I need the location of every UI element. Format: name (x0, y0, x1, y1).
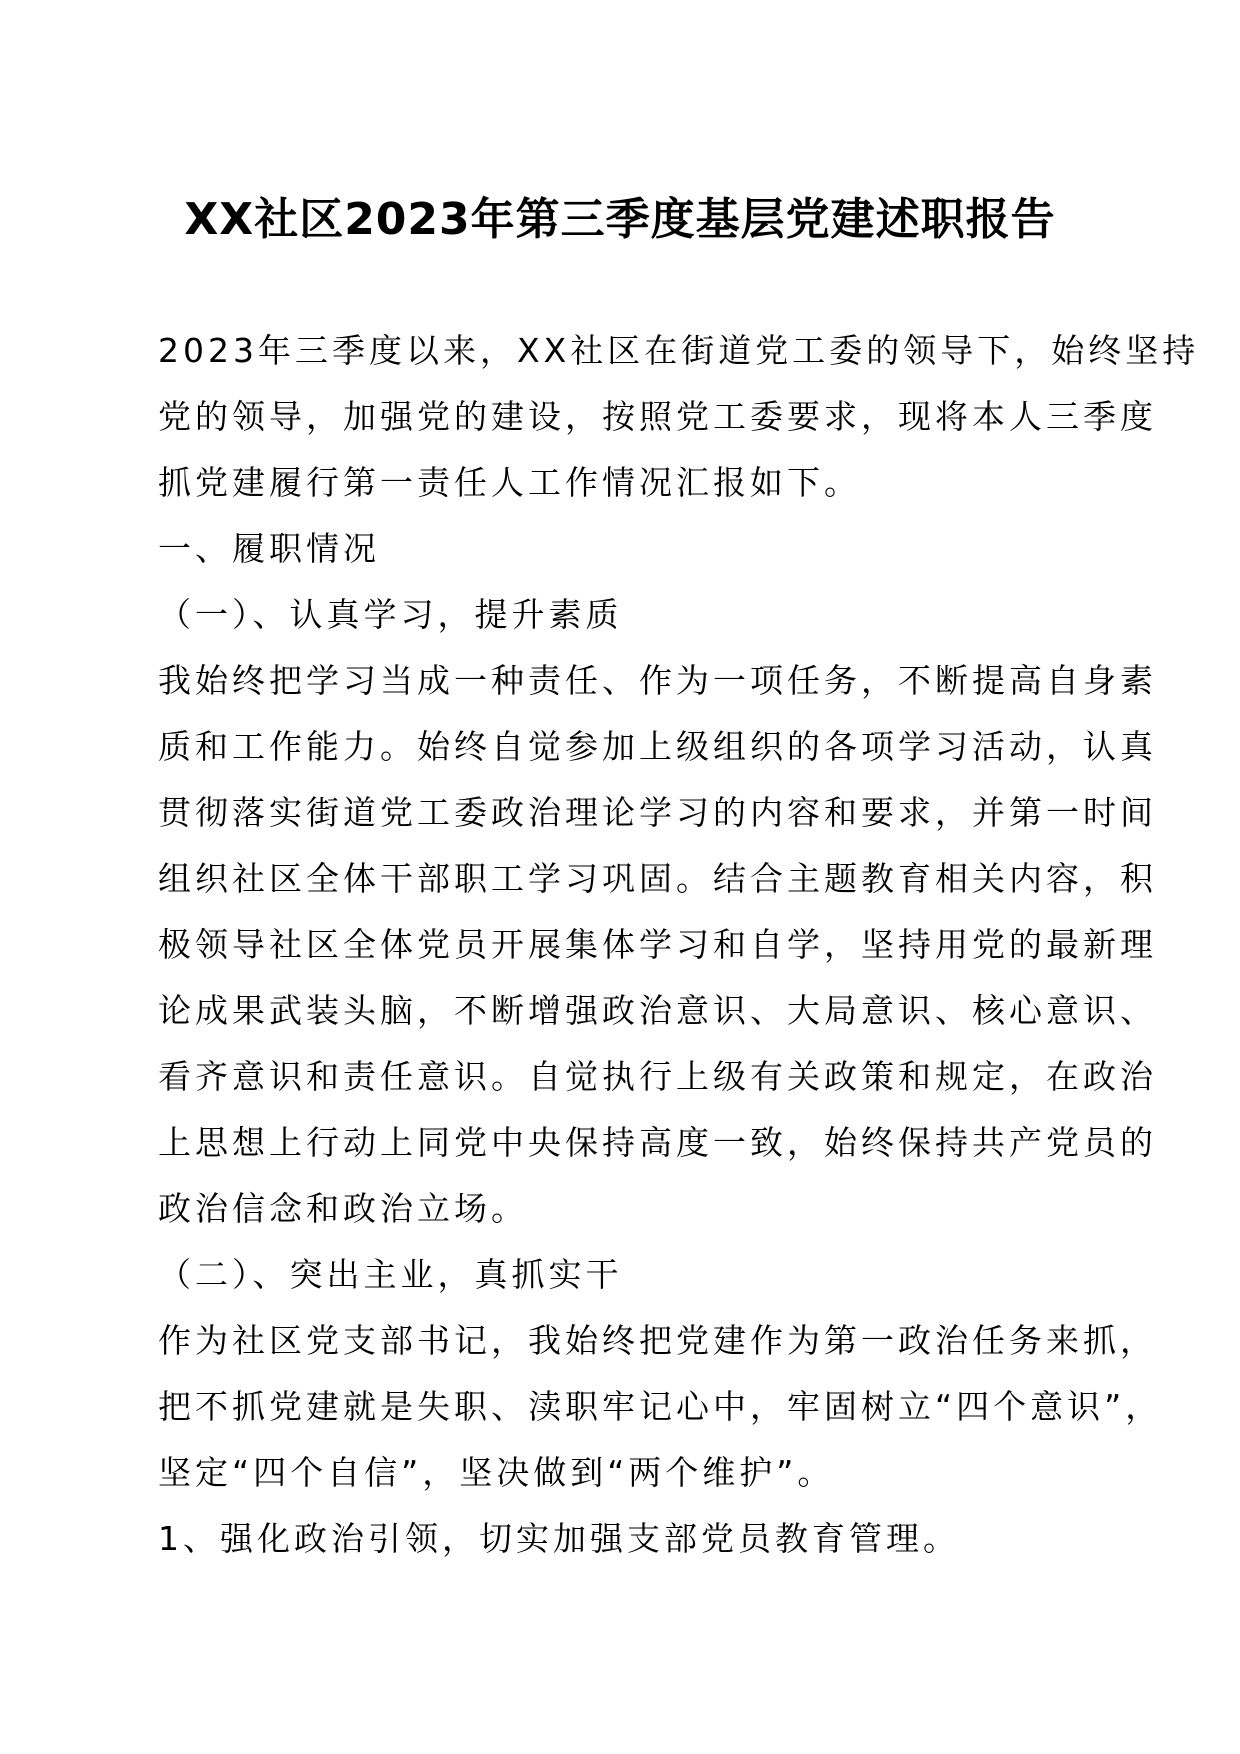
body-line: 上思想上行动上同党中央保持高度一致，始终保持共产党员的 (158, 1123, 1157, 1162)
document-title: XX社区2023年第三季度基层党建述职报告 (184, 194, 1056, 245)
body-line: 坚定“四个自信”，坚决做到“两个维护”。 (158, 1453, 835, 1492)
section-heading: 一、履职情况 (158, 529, 380, 568)
body-line: 把不抓党建就是失职、渎职牢记心中，牢固树立“四个意识”， (158, 1387, 1163, 1426)
body-line: 党的领导，加强党的建设，按照党工委要求，现将本人三季度 (158, 397, 1157, 436)
body-line: 质和工作能力。始终自觉参加上级组织的各项学习活动，认真 (158, 727, 1157, 766)
body-line: 2023年三季度以来，XX社区在街道党工委的领导下，始终坚持 (158, 331, 1200, 370)
body-line: 看齐意识和责任意识。自觉执行上级有关政策和规定，在政治 (158, 1057, 1157, 1096)
document-body (158, 318, 1200, 1572)
subsection-heading: （一）、认真学习，提升素质 (158, 595, 623, 634)
body-line: 抓党建履行第一责任人工作情况汇报如下。 (158, 463, 861, 502)
body-line: 政治信念和政治立场。 (158, 1189, 528, 1228)
body-line: 论成果武装头脑，不断增强政治意识、大局意识、核心意识、 (158, 991, 1157, 1030)
body-line: 我始终把学习当成一种责任、作为一项任务，不断提高自身素 (158, 661, 1157, 700)
list-item-heading: 1、强化政治引领，切实加强支部党员教育管理。 (158, 1519, 960, 1558)
body-line: 极领导社区全体党员开展集体学习和自学，坚持用党的最新理 (158, 925, 1157, 964)
subsection-heading: （二）、突出主业，真抓实干 (158, 1255, 623, 1294)
body-line: 贯彻落实街道党工委政治理论学习的内容和要求，并第一时间 (158, 793, 1157, 832)
body-line: 组织社区全体干部职工学习巩固。结合主题教育相关内容，积 (158, 859, 1157, 898)
body-line: 作为社区党支部书记，我始终把党建作为第一政治任务来抓， (158, 1321, 1157, 1360)
